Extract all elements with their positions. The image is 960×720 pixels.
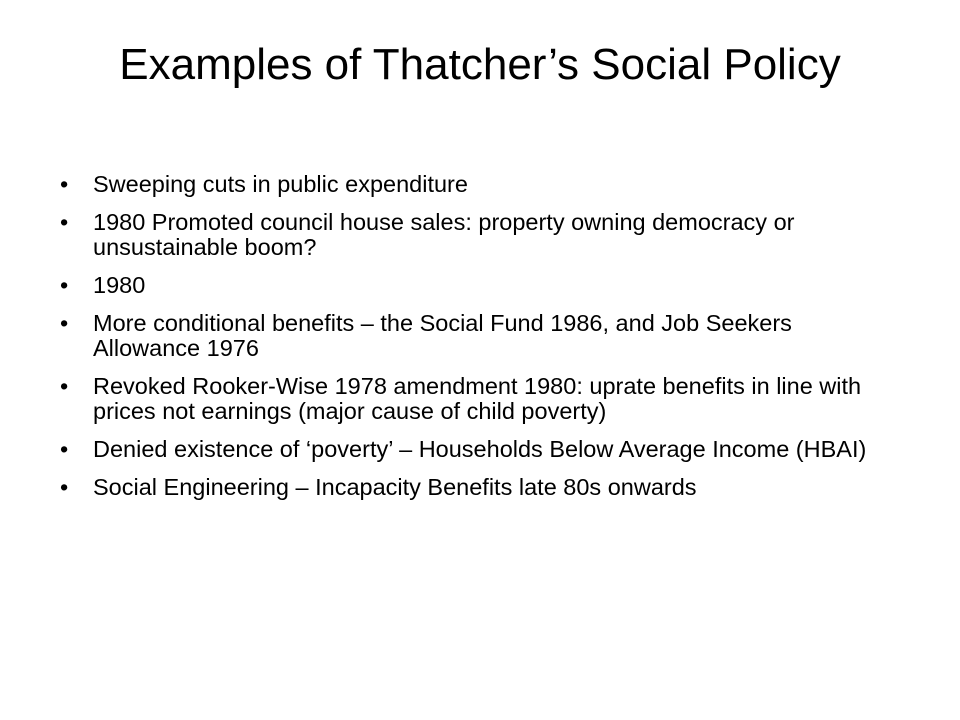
bullet-marker: • (60, 474, 69, 500)
bullet-text: 1980 Promoted council house sales: property owning democracy or unsustainable boom? (93, 209, 795, 260)
bullet-text: Revoked Rooker-Wise 1978 amendment 1980: uprate benefits in line with prices not earnings (major cause of child poverty) (93, 373, 862, 424)
bullet-list (60, 172, 900, 513)
bullet-text: Sweeping cuts in public expenditure (93, 171, 468, 197)
bullet-item (60, 210, 900, 260)
bullet-marker: • (60, 272, 69, 298)
bullet-item (60, 311, 900, 361)
bullet-item (60, 437, 900, 462)
bullet-text: 1980 (93, 272, 146, 298)
bullet-marker: • (60, 209, 69, 235)
bullet-text: More conditional benefits – the Social Fund 1986, and Job Seekers Allowance 1976 (93, 310, 792, 361)
bullet-text: Denied existence of ‘poverty’ – Households Below Average Income (HBAI) (93, 436, 867, 462)
bullet-item (60, 374, 900, 424)
bullet-marker: • (60, 310, 69, 336)
bullet-marker: • (60, 373, 69, 399)
bullet-item (60, 172, 900, 197)
bullet-item (60, 273, 900, 298)
bullet-text: Social Engineering – Incapacity Benefits late 80s onwards (93, 474, 697, 500)
slide-title: Examples of Thatcher’s Social Policy (119, 40, 841, 89)
bullet-marker: • (60, 171, 69, 197)
bullet-item (60, 475, 900, 500)
bullet-marker: • (60, 436, 69, 462)
